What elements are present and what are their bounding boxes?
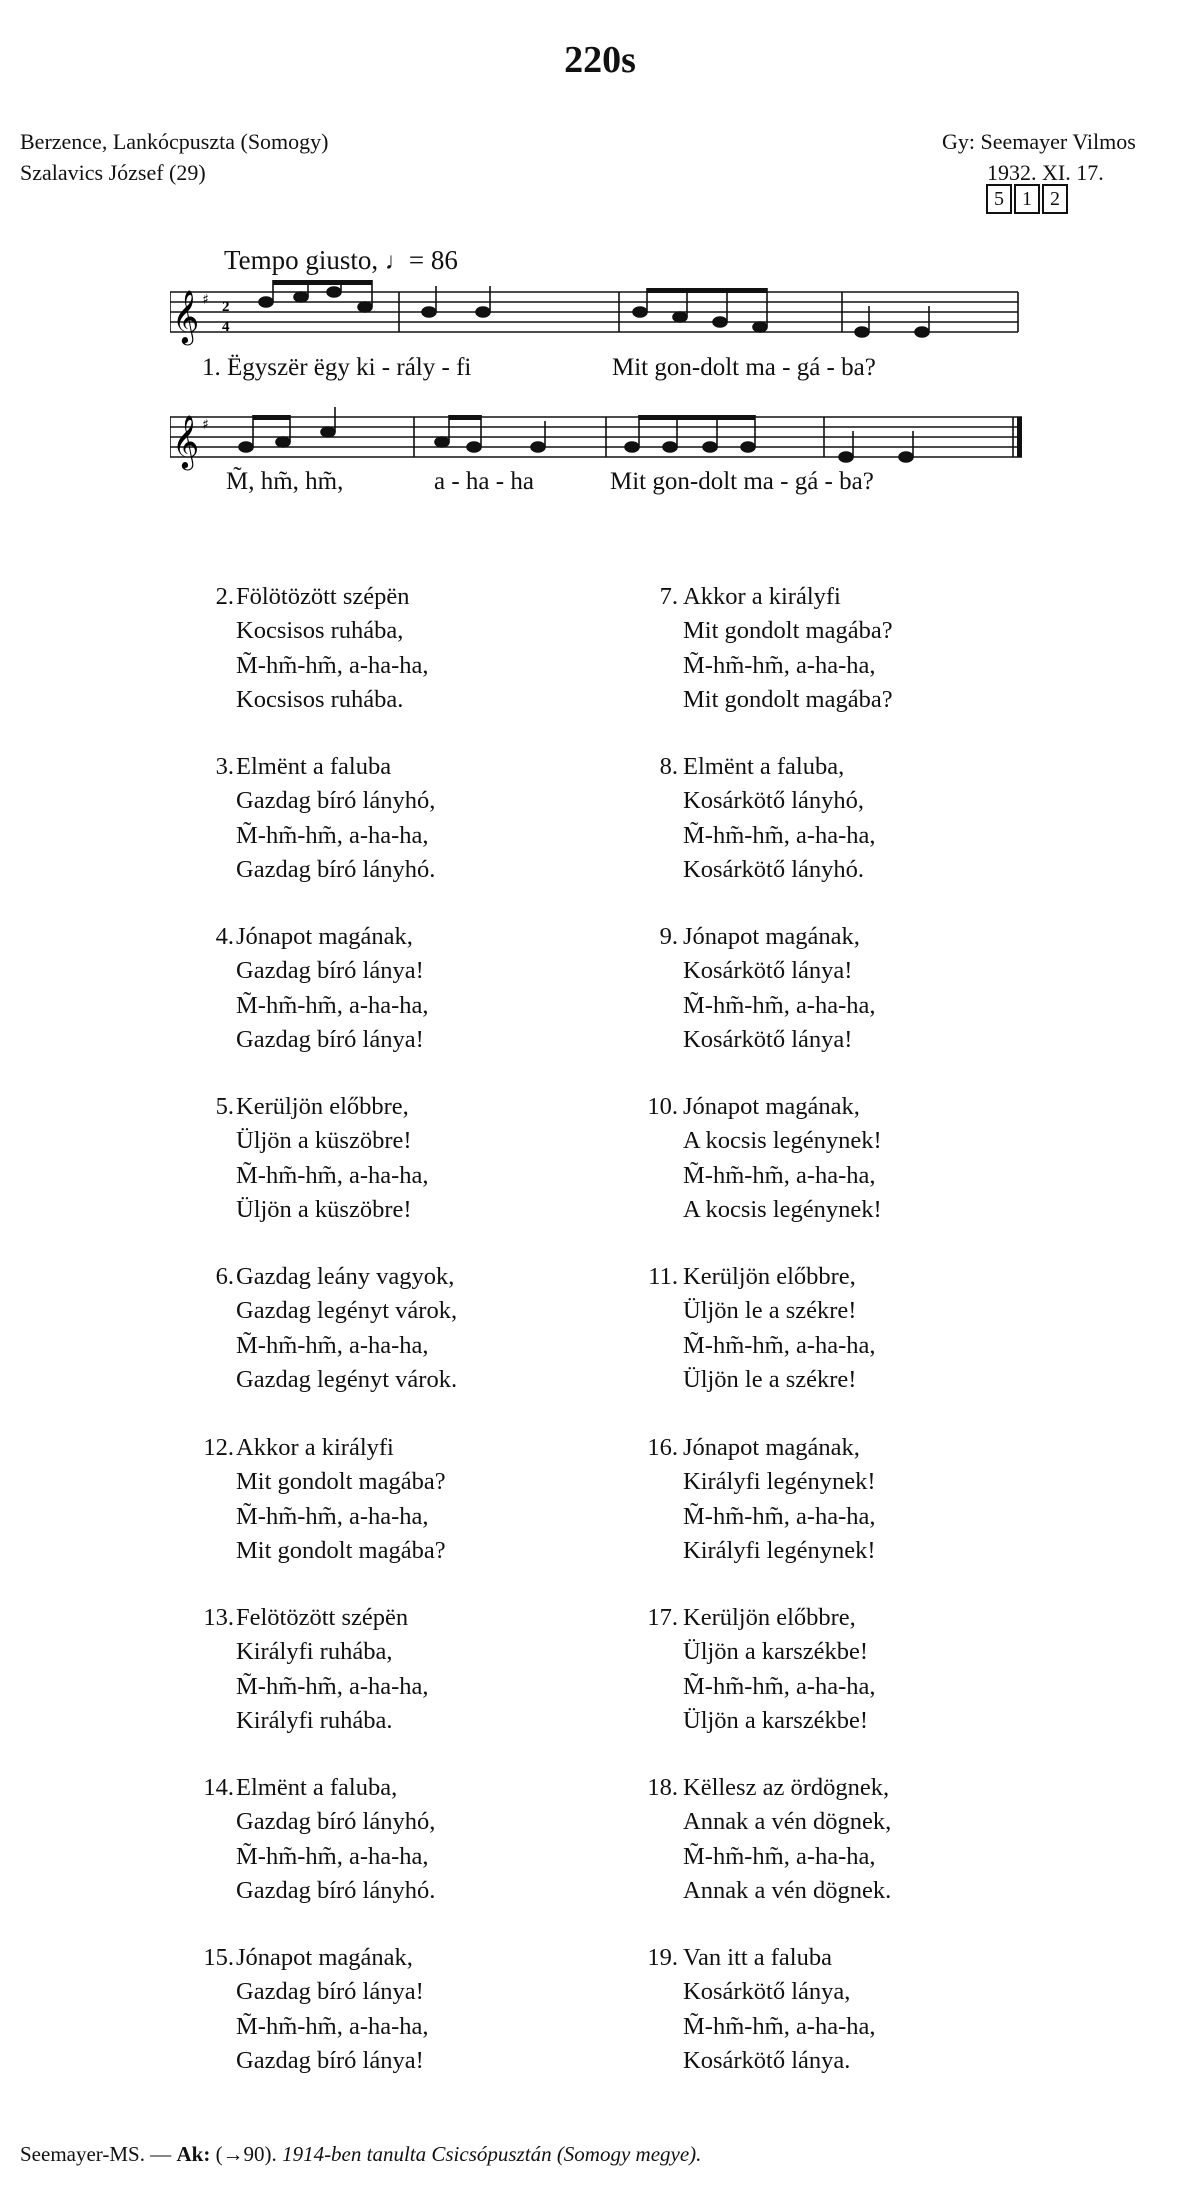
verse-line: Mit gondolt magába? [683,617,893,645]
verse-line: Elmënt a faluba [236,753,392,780]
verse-line: Mit gondolt magába? [236,1468,446,1496]
verse-line: Gazdag bíró lányhó. [236,855,436,883]
tempo-text: Tempo giusto, [224,245,379,275]
verse-number: 4. [215,923,234,950]
verse-line: Kosárkötő lánya. [683,2046,851,2074]
verse-line: Van itt a faluba [683,1944,832,1971]
verse-line: Elmënt a faluba, [236,1774,398,1801]
verse-line: M̃-hm̃-hm̃, a-ha-ha, [236,1672,429,1700]
verse-line: M̃-hm̃-hm̃, a-ha-ha, [683,2012,876,2040]
verse-line: Gazdag legényt várok. [236,1365,458,1393]
catalog-box: 1 [1014,184,1040,214]
verse-line: Kerüljön előbbre, [236,1093,409,1120]
verse-line: M̃-hm̃-hm̃, a-ha-ha, [236,2012,429,2040]
quarter-note-icon: ♩ [384,249,409,275]
verse-line: Jónapot magának, [683,1434,860,1461]
verse-line: Gazdag bíró lányhó, [236,787,436,815]
verse-number: 15. [203,1944,234,1971]
lyric-line-2c: Mit gon-dolt ma - gá - ba? [610,468,874,495]
verse-line: Üljön a küszöbre! [236,1127,412,1155]
time-sig-top: 2 [222,299,230,315]
verse-number: 5. [215,1093,234,1120]
catalog-box: 2 [1042,184,1068,214]
verse-line: Jónapot magának, [683,923,860,950]
verse-line: Gazdag bíró lányhó, [236,1808,436,1836]
key-sharp-icon: ♯ [202,292,209,308]
verse-line: Királyfi legénynek! [683,1468,876,1496]
verse-line: Jónapot magának, [236,1944,413,1971]
verse-line: Gazdag legényt várok, [236,1297,458,1325]
verse-number: 13. [203,1604,234,1631]
verse-number: 7. [659,583,678,610]
verse-number: 19. [647,1944,678,1971]
verse-line: M̃-hm̃-hm̃, a-ha-ha, [236,1331,429,1359]
footer-note [20,2142,701,2167]
verse-line: M̃-hm̃-hm̃, a-ha-ha, [683,651,876,679]
verse-line: Gazdag bíró lányhó. [236,1876,436,1904]
verse-line: M̃-hm̃-hm̃, a-ha-ha, [236,651,429,679]
treble-clef-icon: 𝄞 [172,414,200,468]
verse-line: Kerüljön előbbre, [683,1263,856,1290]
footer-note-text: 1914-ben tanulta Csicsópusztán (Somogy megye). [282,2142,702,2166]
catalog-box: 5 [986,184,1012,214]
verse-line: M̃-hm̃-hm̃, a-ha-ha, [683,1331,876,1359]
verse-number: 14. [203,1774,234,1801]
verse-line: Királyfi ruhába. [236,1706,393,1734]
tempo-value: = 86 [408,245,458,275]
verse-line: Kosárkötő lányhó, [683,787,864,815]
lyric-line-2a: M̃, hm̃, hm̃, [226,468,344,495]
lyric-line-1a: 1. Ëgyszër ëgy ki - rály - fi [202,354,472,381]
verse-line: Gazdag leány vagyok, [236,1263,455,1290]
verse-number: 10. [647,1093,678,1120]
verse-number: 17. [647,1604,678,1631]
verse-line: Këllesz az ördögnek, [683,1774,890,1801]
lyric-line-1b: Mit gon-dolt ma - gá - ba? [612,354,876,381]
verse-line: A kocsis legénynek! [683,1195,882,1223]
verse-line: Királyfi legénynek! [683,1536,876,1564]
verse-line: Kocsisos ruhába, [236,617,404,645]
verse-line: M̃-hm̃-hm̃, a-ha-ha, [236,1502,429,1530]
page-title: 220s [564,39,636,81]
verse-line: M̃-hm̃-hm̃, a-ha-ha, [683,1161,876,1189]
verse-line: Akkor a királyfi [236,1434,394,1461]
verse-line: Jónapot magának, [683,1093,860,1120]
verse-number: 16. [647,1434,678,1461]
verse-line: Kosárkötő lányhó. [683,855,864,883]
key-sharp-icon: ♯ [202,417,209,433]
verse-line: Annak a vén dögnek, [683,1808,892,1836]
verse-line: Kerüljön előbbre, [683,1604,856,1631]
treble-clef-icon: 𝄞 [172,289,200,343]
footer-ak-label: Ak: [176,2142,211,2166]
verse-line: M̃-hm̃-hm̃, a-ha-ha, [683,1502,876,1530]
verse-line: Gazdag bíró lánya! [236,1978,424,2006]
verse-line: Üljön a karszékbe! [683,1638,869,1666]
verse-line: Fölötözött szépën [236,583,410,610]
verse-number: 9. [659,923,678,950]
verse-line: Gazdag bíró lánya! [236,1025,424,1053]
verse-number: 12. [203,1434,234,1461]
verse-number: 6. [215,1263,234,1290]
verse-line: M̃-hm̃-hm̃, a-ha-ha, [683,1842,876,1870]
verse-line: Üljön a karszékbe! [683,1706,869,1734]
verse-line: M̃-hm̃-hm̃, a-ha-ha, [683,1672,876,1700]
footer-ak-ref: (→90). [215,2142,277,2166]
verse-line: M̃-hm̃-hm̃, a-ha-ha, [683,991,876,1019]
verse-line: M̃-hm̃-hm̃, a-ha-ha, [236,1161,429,1189]
lyric-line-2b: a - ha - ha [434,468,534,495]
verse-line: Mit gondolt magába? [236,1536,446,1564]
verse-number: 8. [659,753,678,780]
performer: Szalavics József (29) [20,160,206,185]
verse-line: Annak a vén dögnek. [683,1876,892,1904]
verse-line: Kosárkötő lánya! [683,957,853,985]
verse-line: Akkor a királyfi [683,583,841,610]
verse-line: Felötözött szépën [236,1604,409,1631]
time-sig-bottom: 4 [222,319,230,335]
verse-line: Kosárkötő lánya, [683,1978,851,2006]
verse-number: 18. [647,1774,678,1801]
verse-number: 2. [215,583,234,610]
collector: Gy: Seemayer Vilmos [942,129,1136,154]
verse-line: Elmënt a faluba, [683,753,845,780]
verse-line: Gazdag bíró lánya! [236,2046,424,2074]
verse-line: Jónapot magának, [236,923,413,950]
verse-line: Üljön le a székre! [683,1365,857,1393]
verse-number: 3. [215,753,234,780]
verse-line: Kocsisos ruhába. [236,685,404,713]
verse-line: A kocsis legénynek! [683,1127,882,1155]
verse-line: Üljön a küszöbre! [236,1195,412,1223]
verse-line: Kosárkötő lánya! [683,1025,853,1053]
verse-line: M̃-hm̃-hm̃, a-ha-ha, [236,1842,429,1870]
collection-date: 1932. XI. 17. [987,160,1104,185]
location: Berzence, Lankócpuszta (Somogy) [20,129,329,154]
verse-line: Üljön le a székre! [683,1297,857,1325]
footer-source: Seemayer-MS. — [20,2142,172,2166]
verse-line: Királyfi ruhába, [236,1638,393,1666]
verse-number: 11. [648,1263,678,1290]
verse-line: Mit gondolt magába? [683,685,893,713]
verse-line: M̃-hm̃-hm̃, a-ha-ha, [236,991,429,1019]
verse-line: Gazdag bíró lánya! [236,957,424,985]
verse-line: M̃-hm̃-hm̃, a-ha-ha, [683,821,876,849]
verse-line: M̃-hm̃-hm̃, a-ha-ha, [236,821,429,849]
